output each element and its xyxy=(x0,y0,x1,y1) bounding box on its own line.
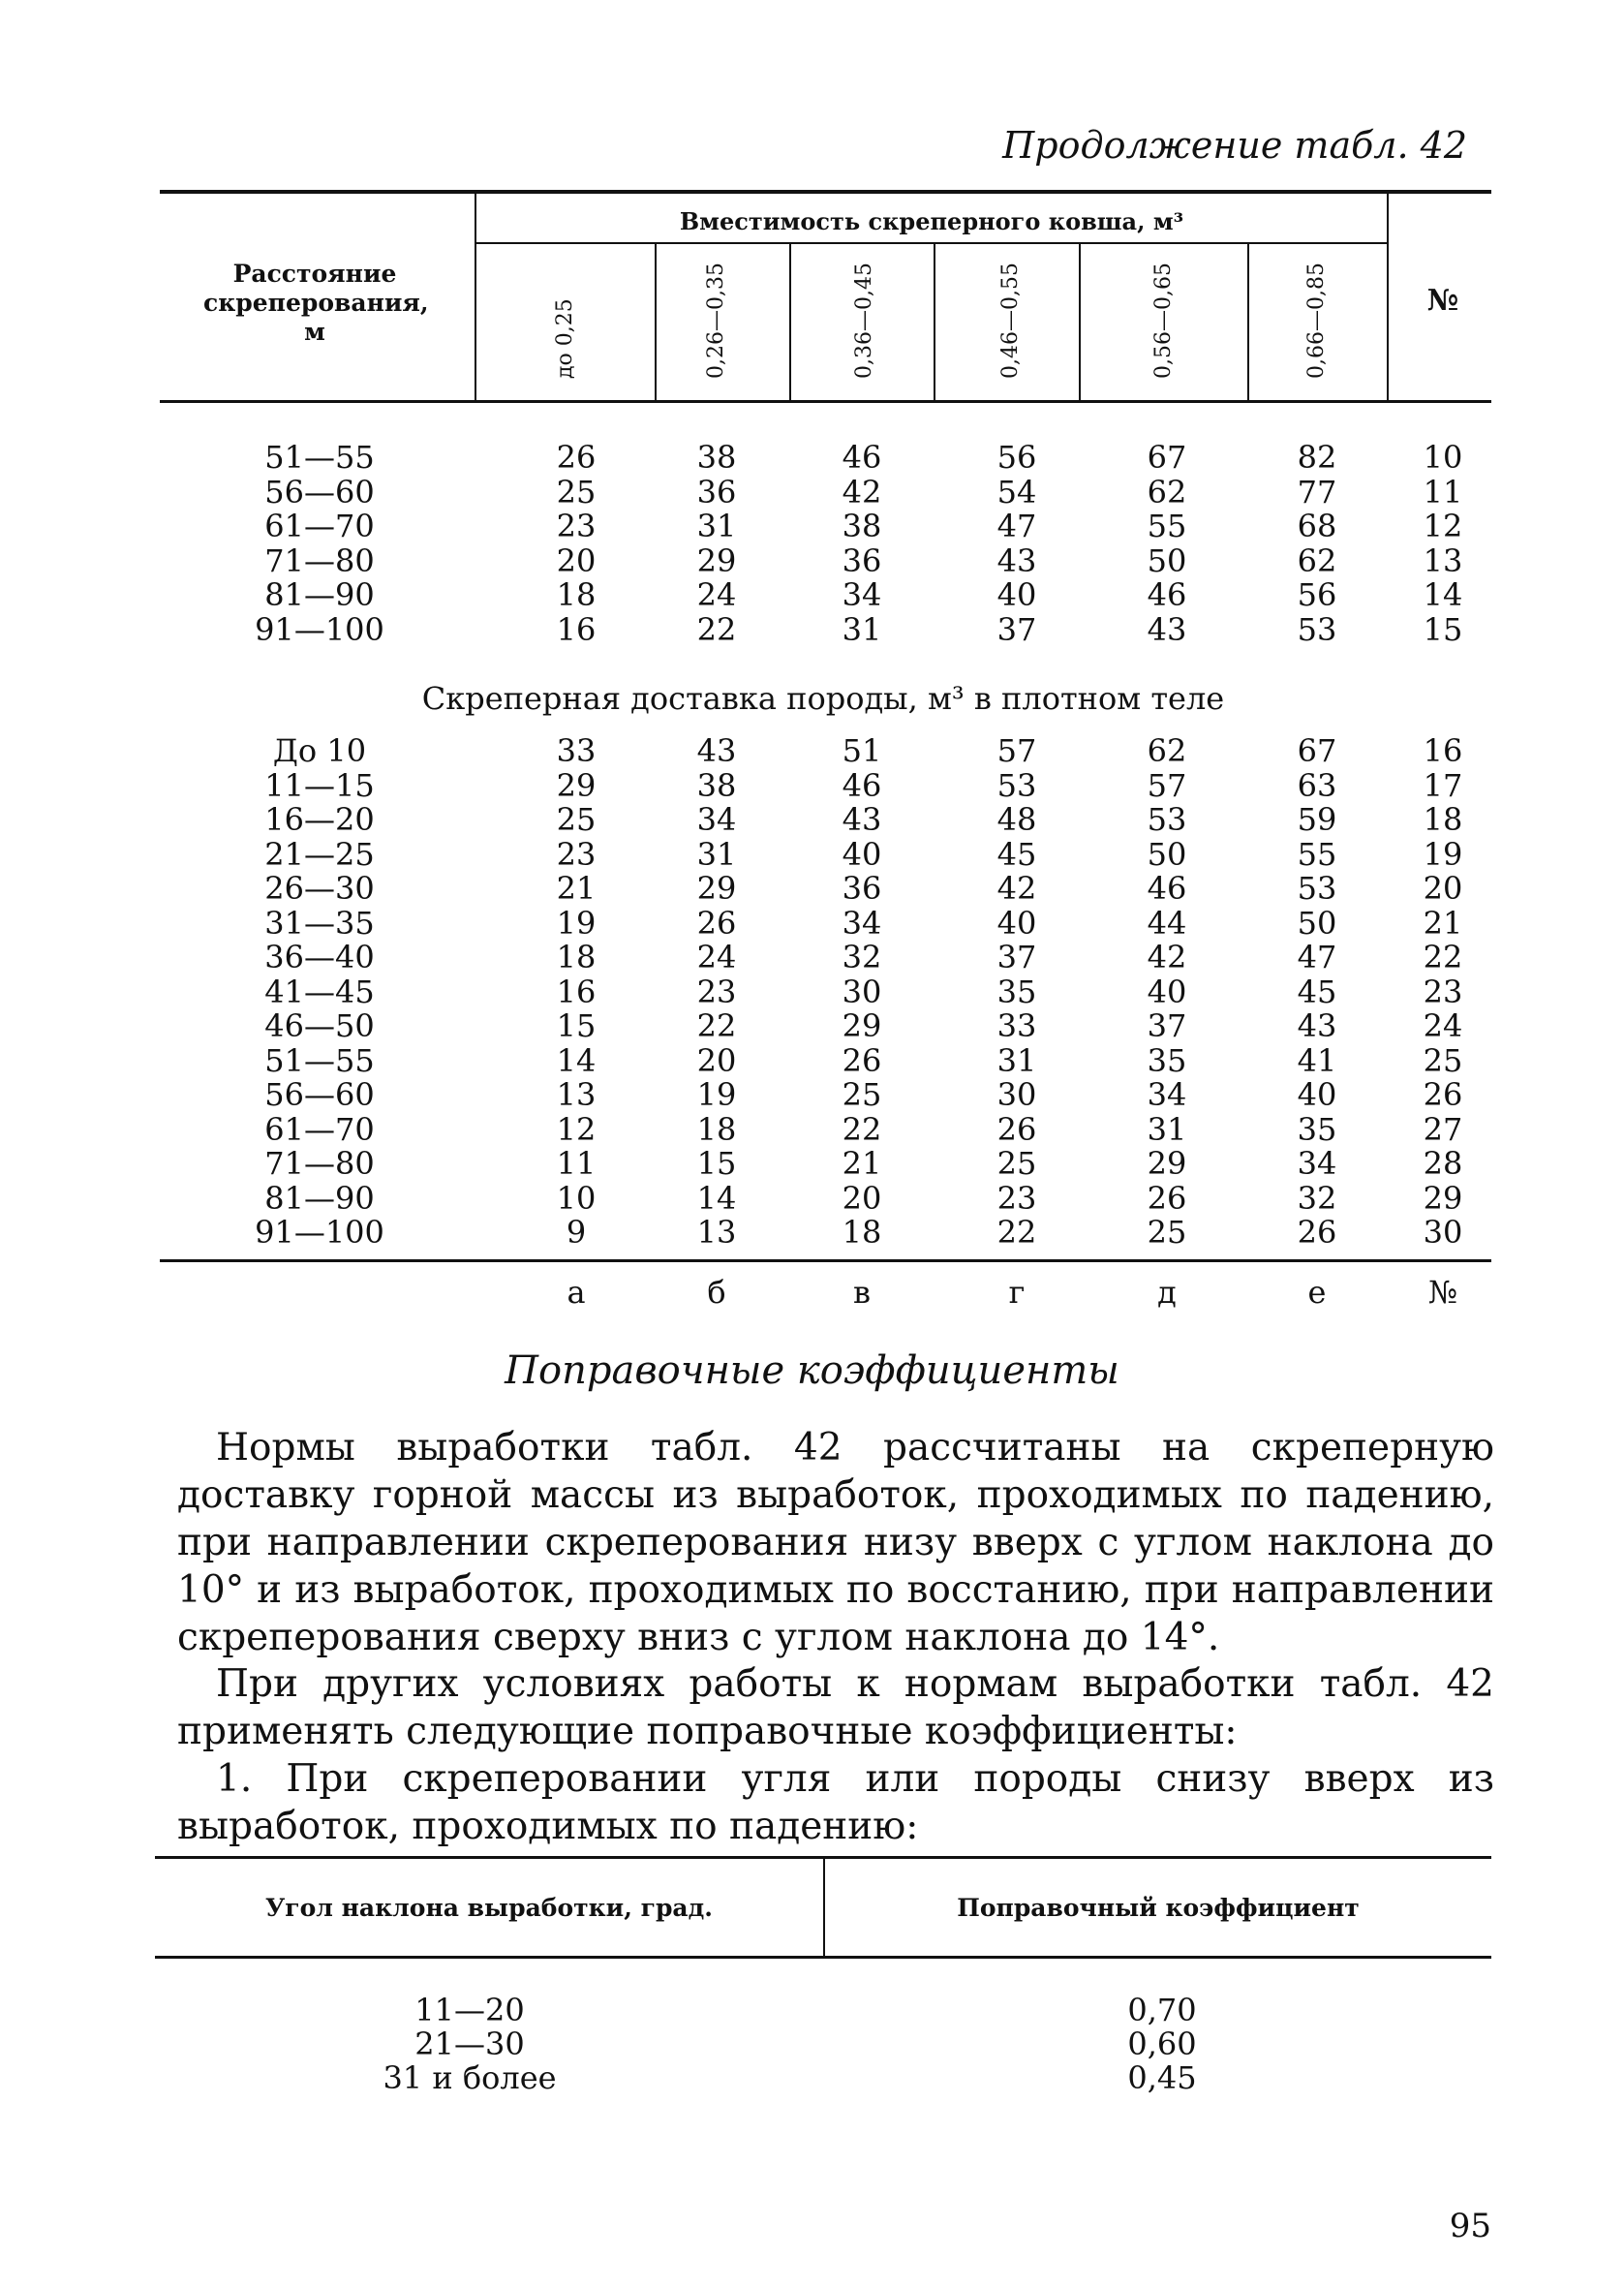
cell-distance: 71—80 xyxy=(264,541,375,579)
cell-g: 43 xyxy=(996,541,1037,579)
cell-number: 17 xyxy=(1423,766,1463,804)
table-continuation-label: Продолжение табл. 42 xyxy=(1002,124,1467,167)
cell-g: 23 xyxy=(996,1179,1037,1217)
cell-g: 40 xyxy=(996,904,1037,942)
table-row xyxy=(0,1009,1624,1044)
cell-a: 25 xyxy=(556,473,597,510)
cell-number: 23 xyxy=(1423,973,1463,1010)
table-row xyxy=(0,803,1624,838)
cell-a: 20 xyxy=(556,541,597,579)
cell-distance: 56—60 xyxy=(264,1076,375,1113)
footer-letter: № xyxy=(1427,1274,1458,1311)
table-body-bottom xyxy=(0,734,1624,1251)
cell-b: 34 xyxy=(696,801,737,838)
cell-b: 24 xyxy=(696,576,737,613)
cell-b: 23 xyxy=(696,973,737,1010)
cell-e: 43 xyxy=(1297,1007,1337,1044)
table-row xyxy=(0,441,1624,476)
cell-v: 34 xyxy=(842,576,882,613)
cell-b: 43 xyxy=(696,732,737,769)
cell-a: 14 xyxy=(556,1041,597,1079)
table-row xyxy=(0,610,1624,648)
cell-number: 10 xyxy=(1423,439,1463,476)
cell-g: 56 xyxy=(996,439,1037,476)
coef-angle-cell: 11—20 xyxy=(414,1992,525,2028)
cell-a: 13 xyxy=(556,1076,597,1113)
cell-d: 46 xyxy=(1147,870,1187,907)
cell-a: 29 xyxy=(556,766,597,804)
cell-a: 23 xyxy=(556,508,597,544)
paragraph-norms: Нормы выработки табл. 42 рассчитаны на скреперную доставку горной массы из выработок, проходимых по падению, при направлении скреперования низу вверх с углом наклона до 10° и из выработок, проходимых по восстанию, при направлении скреперования сверху вниз с углом наклона до 14°. xyxy=(177,1426,1494,1659)
coef-value-cell: 0,70 xyxy=(1127,1992,1197,2028)
cell-g: 45 xyxy=(996,835,1037,873)
cell-g: 42 xyxy=(996,870,1037,907)
cell-v: 31 xyxy=(842,610,882,648)
header-capacity: Вместимость скреперного ковша, м³ xyxy=(679,207,1184,235)
cell-distance: 31—35 xyxy=(264,904,375,942)
cell-g: 30 xyxy=(996,1076,1037,1113)
coefficients-heading: Поправочные коэффициенты xyxy=(505,1348,1119,1393)
table-row xyxy=(0,578,1624,613)
cell-e: 47 xyxy=(1297,939,1337,975)
page-number: 95 xyxy=(1449,2207,1491,2245)
cell-b: 26 xyxy=(696,904,737,942)
cell-v: 43 xyxy=(842,801,882,838)
table-row xyxy=(0,1216,1624,1251)
header-divider-right xyxy=(1387,194,1389,400)
cell-number: 16 xyxy=(1423,732,1463,769)
cell-distance: 61—70 xyxy=(264,508,375,544)
footer-letter: а xyxy=(567,1274,586,1311)
cell-g: 22 xyxy=(996,1214,1037,1251)
cell-d: 50 xyxy=(1147,835,1187,873)
footer-letter: в xyxy=(852,1274,871,1311)
cell-d: 34 xyxy=(1147,1076,1187,1113)
cell-g: 26 xyxy=(996,1110,1037,1148)
cell-number: 26 xyxy=(1423,1076,1463,1113)
cell-b: 15 xyxy=(696,1145,737,1182)
cell-number: 29 xyxy=(1423,1179,1463,1217)
cell-a: 11 xyxy=(556,1145,597,1182)
cell-e: 34 xyxy=(1297,1145,1337,1182)
capacity-col-label: 0,56—0,65 xyxy=(1151,263,1176,379)
cell-v: 18 xyxy=(842,1214,882,1251)
cell-distance: 91—100 xyxy=(255,610,384,648)
cell-b: 29 xyxy=(696,870,737,907)
cell-v: 21 xyxy=(842,1145,882,1182)
table-row xyxy=(0,872,1624,907)
cell-distance: 11—15 xyxy=(264,766,375,804)
cell-distance: 26—30 xyxy=(264,870,375,907)
cell-v: 22 xyxy=(842,1110,882,1148)
cell-g: 31 xyxy=(996,1041,1037,1079)
cell-a: 33 xyxy=(556,732,597,769)
cell-g: 37 xyxy=(996,939,1037,975)
cell-distance: 41—45 xyxy=(264,973,375,1010)
cell-distance: 36—40 xyxy=(264,939,375,975)
cell-e: 62 xyxy=(1297,541,1337,579)
cell-number: 14 xyxy=(1423,576,1463,613)
cell-d: 62 xyxy=(1147,473,1187,510)
table-row xyxy=(0,1179,1624,1217)
table-row xyxy=(0,1110,1624,1148)
cell-v: 46 xyxy=(842,766,882,804)
cell-b: 22 xyxy=(696,1007,737,1044)
header-bottom-rule xyxy=(160,400,1491,403)
cell-d: 31 xyxy=(1147,1110,1187,1148)
cell-distance: 81—90 xyxy=(264,576,375,613)
cell-number: 13 xyxy=(1423,541,1463,579)
table-row xyxy=(0,734,1624,769)
cell-v: 30 xyxy=(842,973,882,1010)
cell-d: 37 xyxy=(1147,1007,1187,1044)
cell-g: 37 xyxy=(996,610,1037,648)
cell-d: 35 xyxy=(1147,1041,1187,1079)
table-row xyxy=(0,510,1624,544)
cell-number: 28 xyxy=(1423,1145,1463,1182)
col-divider-3 xyxy=(934,244,935,400)
cell-e: 40 xyxy=(1297,1076,1337,1113)
cell-number: 15 xyxy=(1423,610,1463,648)
cell-v: 36 xyxy=(842,870,882,907)
cell-d: 25 xyxy=(1147,1214,1187,1251)
cell-a: 26 xyxy=(556,439,597,476)
cell-v: 25 xyxy=(842,1076,882,1113)
coef-header-angle: Угол наклона выработки, град. xyxy=(265,1894,713,1922)
footer-letter: д xyxy=(1157,1274,1177,1311)
table-body-top xyxy=(0,441,1624,647)
cell-a: 9 xyxy=(566,1214,587,1251)
table-row xyxy=(0,975,1624,1010)
cell-v: 36 xyxy=(842,541,882,579)
table-bottom-rule xyxy=(160,1259,1491,1262)
table-row xyxy=(0,904,1624,942)
cell-distance: 21—25 xyxy=(264,835,375,873)
col-divider-5 xyxy=(1247,244,1249,400)
cell-a: 16 xyxy=(556,610,597,648)
table-top-rule xyxy=(160,190,1491,194)
cell-b: 19 xyxy=(696,1076,737,1113)
cell-v: 29 xyxy=(842,1007,882,1044)
cell-d: 67 xyxy=(1147,439,1187,476)
cell-d: 40 xyxy=(1147,973,1187,1010)
cell-b: 14 xyxy=(696,1179,737,1217)
coef-value-cell: 0,45 xyxy=(1127,2059,1197,2096)
cell-number: 20 xyxy=(1423,870,1463,907)
section-title: Скреперная доставка породы, м³ в плотном теле xyxy=(421,680,1225,717)
cell-v: 38 xyxy=(842,508,882,544)
table-row xyxy=(0,1041,1624,1079)
cell-distance: До 10 xyxy=(272,732,367,769)
cell-d: 44 xyxy=(1147,904,1187,942)
cell-g: 25 xyxy=(996,1145,1037,1182)
cell-e: 77 xyxy=(1297,473,1337,510)
cell-a: 16 xyxy=(556,973,597,1010)
cell-g: 47 xyxy=(996,508,1037,544)
capacity-col-label: 0,26—0,35 xyxy=(704,263,728,379)
table-row xyxy=(0,766,1624,804)
cell-b: 20 xyxy=(696,1041,737,1079)
cell-g: 33 xyxy=(996,1007,1037,1044)
cell-a: 19 xyxy=(556,904,597,942)
cell-d: 62 xyxy=(1147,732,1187,769)
col-divider-4 xyxy=(1079,244,1081,400)
cell-g: 54 xyxy=(996,473,1037,510)
table-row xyxy=(0,1147,1624,1182)
cell-e: 53 xyxy=(1297,870,1337,907)
cell-distance: 81—90 xyxy=(264,1179,375,1217)
cell-a: 25 xyxy=(556,801,597,838)
footer-letter: б xyxy=(707,1274,726,1311)
cell-b: 38 xyxy=(696,766,737,804)
cell-b: 31 xyxy=(696,835,737,873)
cell-e: 67 xyxy=(1297,732,1337,769)
cell-distance: 16—20 xyxy=(264,801,375,838)
cell-g: 53 xyxy=(996,766,1037,804)
capacity-col-label: 0,66—0,85 xyxy=(1304,263,1329,379)
cell-g: 57 xyxy=(996,732,1037,769)
cell-v: 42 xyxy=(842,473,882,510)
cell-a: 21 xyxy=(556,870,597,907)
cell-v: 40 xyxy=(842,835,882,873)
cell-b: 29 xyxy=(696,541,737,579)
cell-number: 11 xyxy=(1423,473,1463,510)
cell-b: 24 xyxy=(696,939,737,975)
cell-d: 46 xyxy=(1147,576,1187,613)
capacity-subheader-rule xyxy=(476,242,1387,244)
cell-e: 53 xyxy=(1297,610,1337,648)
paragraph-item-1: 1. При скреперовании угля или породы снизу вверх из выработок, проходимых по падению: xyxy=(177,1757,1494,1848)
cell-e: 26 xyxy=(1297,1214,1337,1251)
cell-b: 31 xyxy=(696,508,737,544)
capacity-col-label: 0,46—0,55 xyxy=(998,263,1023,379)
cell-v: 46 xyxy=(842,439,882,476)
cell-b: 22 xyxy=(696,610,737,648)
cell-d: 57 xyxy=(1147,766,1187,804)
cell-v: 32 xyxy=(842,939,882,975)
cell-distance: 51—55 xyxy=(264,439,375,476)
cell-a: 15 xyxy=(556,1007,597,1044)
cell-e: 41 xyxy=(1297,1041,1337,1079)
cell-e: 35 xyxy=(1297,1110,1337,1148)
cell-a: 23 xyxy=(556,835,597,873)
cell-number: 21 xyxy=(1423,904,1463,942)
cell-number: 22 xyxy=(1423,939,1463,975)
table-row xyxy=(0,541,1624,579)
cell-v: 26 xyxy=(842,1041,882,1079)
cell-distance: 71—80 xyxy=(264,1145,375,1182)
cell-distance: 56—60 xyxy=(264,473,375,510)
cell-v: 20 xyxy=(842,1179,882,1217)
cell-b: 18 xyxy=(696,1110,737,1148)
cell-a: 12 xyxy=(556,1110,597,1148)
capacity-col-label: до 0,25 xyxy=(553,298,577,379)
cell-d: 43 xyxy=(1147,610,1187,648)
cell-d: 55 xyxy=(1147,508,1187,544)
cell-v: 34 xyxy=(842,904,882,942)
table-row xyxy=(0,835,1624,873)
cell-b: 38 xyxy=(696,439,737,476)
cell-number: 25 xyxy=(1423,1041,1463,1079)
cell-number: 30 xyxy=(1423,1214,1463,1251)
cell-e: 45 xyxy=(1297,973,1337,1010)
cell-number: 18 xyxy=(1423,801,1463,838)
cell-g: 48 xyxy=(996,801,1037,838)
header-distance: Расстояние скреперования, м xyxy=(203,260,429,346)
cell-d: 42 xyxy=(1147,939,1187,975)
col-divider-1 xyxy=(655,244,657,400)
cell-e: 63 xyxy=(1297,766,1337,804)
cell-e: 82 xyxy=(1297,439,1337,476)
cell-distance: 91—100 xyxy=(255,1214,384,1251)
cell-g: 40 xyxy=(996,576,1037,613)
cell-a: 18 xyxy=(556,576,597,613)
table-row xyxy=(0,1078,1624,1113)
coef-header-coefficient: Поправочный коэффициент xyxy=(957,1894,1360,1922)
coef-angle-cell: 31 и более xyxy=(383,2059,557,2096)
cell-d: 26 xyxy=(1147,1179,1187,1217)
cell-b: 36 xyxy=(696,473,737,510)
cell-e: 59 xyxy=(1297,801,1337,838)
cell-d: 53 xyxy=(1147,801,1187,838)
footer-letter: г xyxy=(1008,1274,1026,1311)
cell-d: 50 xyxy=(1147,541,1187,579)
capacity-col-label: 0,36—0,45 xyxy=(852,263,876,379)
cell-e: 32 xyxy=(1297,1179,1337,1217)
footer-letter: е xyxy=(1307,1274,1327,1311)
cell-distance: 61—70 xyxy=(264,1110,375,1148)
table-row xyxy=(0,473,1624,510)
cell-distance: 46—50 xyxy=(264,1007,375,1044)
table-row xyxy=(0,941,1624,975)
cell-b: 13 xyxy=(696,1214,737,1251)
cell-e: 68 xyxy=(1297,508,1337,544)
header-number: № xyxy=(1426,284,1459,318)
cell-e: 55 xyxy=(1297,835,1337,873)
cell-e: 56 xyxy=(1297,576,1337,613)
cell-a: 18 xyxy=(556,939,597,975)
cell-number: 27 xyxy=(1423,1110,1463,1148)
coef-angle-cell: 21—30 xyxy=(414,2026,525,2062)
cell-number: 24 xyxy=(1423,1007,1463,1044)
coef-table-header-rule xyxy=(155,1956,1491,1959)
cell-v: 51 xyxy=(842,732,882,769)
cell-a: 10 xyxy=(556,1179,597,1217)
paragraph-other-conditions: При других условиях работы к нормам выработки табл. 42 применять следующие поправочные коэффициенты: xyxy=(177,1662,1494,1753)
cell-e: 50 xyxy=(1297,904,1337,942)
cell-g: 35 xyxy=(996,973,1037,1010)
cell-distance: 51—55 xyxy=(264,1041,375,1079)
coef-value-cell: 0,60 xyxy=(1127,2026,1197,2062)
cell-number: 19 xyxy=(1423,835,1463,873)
cell-d: 29 xyxy=(1147,1145,1187,1182)
col-divider-2 xyxy=(789,244,791,400)
cell-number: 12 xyxy=(1423,508,1463,544)
